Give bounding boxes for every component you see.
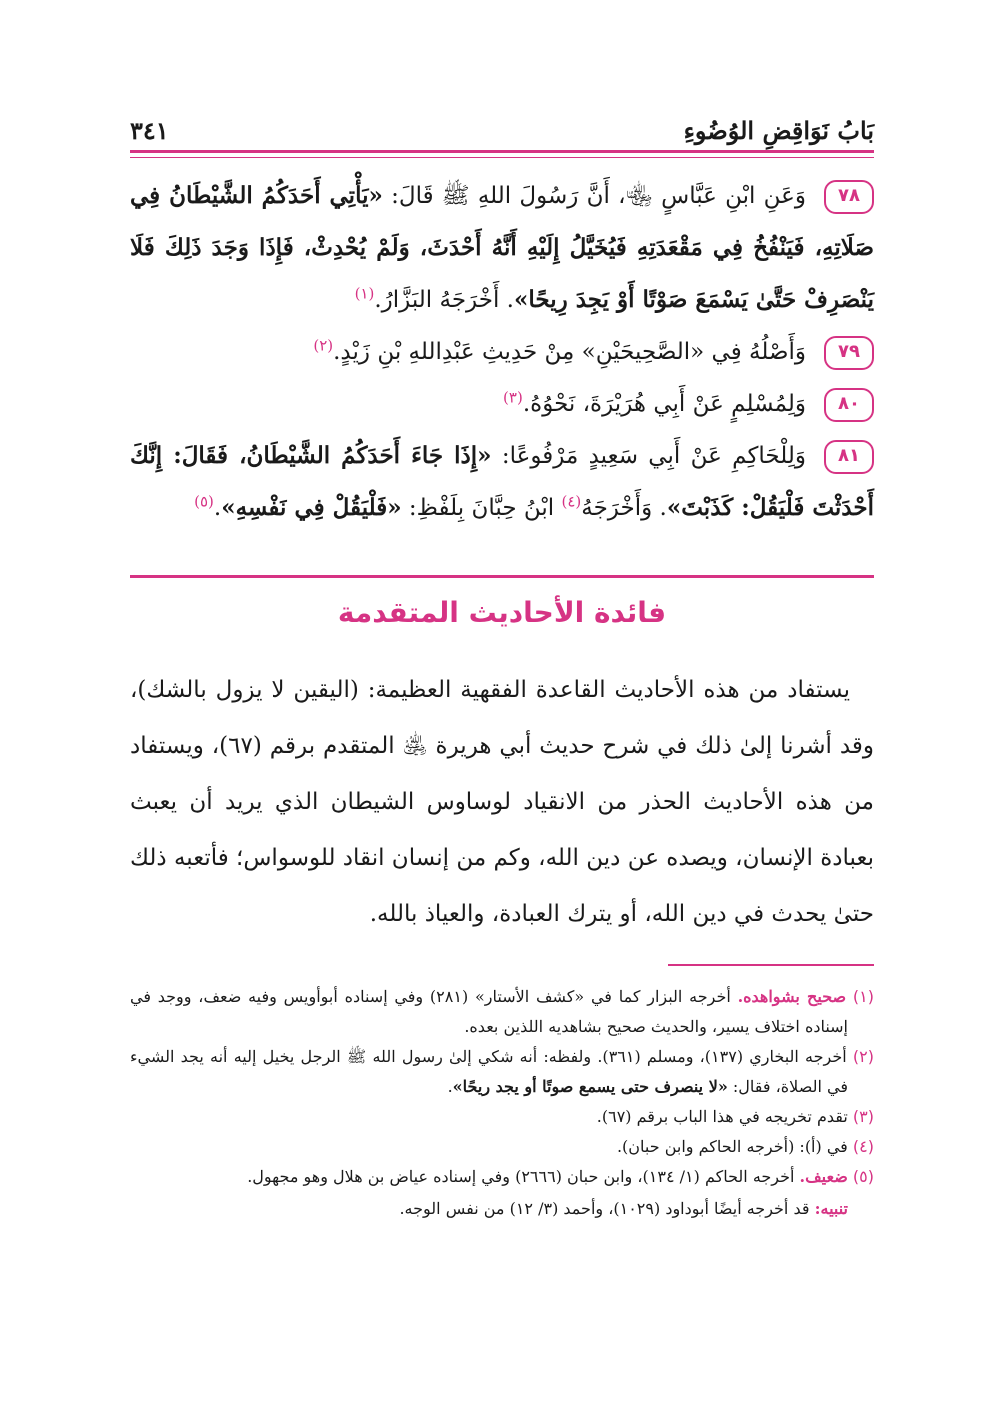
hadith-text: وَلِمُسْلِمٍ عَنْ أَبِي هُرَيْرَةَ، نَحْوُهُ. (522, 391, 806, 417)
footnote-separator (668, 964, 874, 966)
footnote-number: (١) (852, 987, 874, 1006)
chapter-title: بَابُ نَوَاقِضِ الوُضُوءِ (683, 116, 874, 145)
footnote-quote: «لا ينصرف حتى يسمع صوتًا أو يجد ريحًا» (452, 1077, 728, 1096)
page-header (130, 112, 874, 148)
hadith-79 (130, 326, 874, 378)
footnote-grade: ضعيف. (799, 1167, 848, 1186)
hadith-number-badge: ٧٩ (824, 336, 874, 370)
footnote-1 (130, 982, 874, 1042)
footnote-note (130, 1194, 874, 1224)
footnote-ref[interactable]: (١) (354, 284, 375, 303)
footnote-number: (٥) (852, 1167, 874, 1186)
hadith-80 (130, 378, 874, 430)
footnote-number: (٢) (852, 1047, 874, 1066)
footnote-ref[interactable]: (٤) (561, 492, 582, 511)
hadith-end: . (213, 495, 222, 521)
footnote-grade: صحيح بشواهده. (737, 987, 847, 1006)
page-number: ٣٤١ (130, 116, 169, 145)
footnote-ref[interactable]: (٣) (503, 388, 523, 407)
commentary-paragraph: يستفاد من هذه الأحاديث القاعدة الفقهية العظيمة: (اليقين لا يزول بالشك)، وقد أشرنا إلىٰ ذلك في شرح حديث أبي هريرة ﵁ المتقدم برقم (٦٧)، ويستفاد من هذه الأحاديث الحذر من الانقياد لوساوس الشيطان الذي يريد أن يعبث بعبادة الإنسان، ويصده عن دين الله، وكم من إنسان انقاد للوسواس؛ فأتعبه ذلك حتىٰ يحدث في دين الله، أو يترك العبادة، والعياذ بالله. (130, 677, 875, 927)
hadith-mid2: ابْنُ حِبَّانَ بِلَفْظِ: (401, 495, 562, 521)
footnote-5 (130, 1162, 874, 1192)
hadith-81 (130, 430, 874, 534)
footnote-3 (130, 1102, 874, 1132)
hadith-78 (130, 170, 874, 326)
hadith-number-badge: ٧٨ (824, 180, 874, 214)
header-rule-bottom (130, 157, 874, 158)
note-text: قد أخرجه أيضًا أبوداود (١٠٢٩)، وأحمد (٣/ ١٢) من نفس الوجه. (399, 1199, 815, 1218)
hadith-number-badge: ٨٠ (824, 388, 874, 422)
page (130, 0, 874, 1418)
section-rule (130, 575, 874, 578)
hadith-outro: . أَخْرَجَهُ البَزَّارُ. (374, 287, 514, 313)
footnote-text: أخرجه الحاكم (١/ ١٣٤)، وابن حبان (٢٦٦٦) وفي إسناده عياض بن هلال وهو مجهول. (247, 1167, 800, 1186)
section-title: فائدة الأحاديث المتقدمة (337, 596, 667, 629)
hadith-quote: «يَأْتِي أَحَدَكُمُ الشَّيْطَانُ فِي صَلَاتِهِ، فَيَنْفُخُ فِي مَقْعَدَتِهِ فَيُخَيَّلُ إِلَيْهِ أَنَّهُ أَحْدَثَ، وَلَمْ يُحْدِثْ، فَإِذَا وَجَدَ ذَلِكَ فَلَا يَنْصَرِفْ حَتَّىٰ يَسْمَعَ صَوْتًا أَوْ يَجِدَ رِيحًا» (130, 182, 874, 313)
footnote-ref[interactable]: (٥) (194, 492, 214, 511)
footnote-2 (130, 1042, 874, 1102)
footnote-number: (٤) (852, 1137, 874, 1156)
footnote-4 (130, 1132, 874, 1162)
hadith-number-badge: ٨١ (824, 440, 874, 474)
header-rule-top (130, 150, 874, 153)
footnote-text: تقدم تخريجه في هذا الباب برقم (٦٧). (596, 1107, 848, 1126)
hadith-mid: . وَأَخْرَجَهُ (581, 495, 667, 521)
hadith-intro: وَعَنِ ابْنِ عَبَّاسٍ ﵄، أَنَّ رَسُولَ اللهِ ﷺ قَالَ: (382, 183, 807, 209)
footnotes (130, 982, 874, 1224)
footnote-number: (٣) (852, 1107, 874, 1126)
hadith-quote-2: «فَلْيَقُلْ فِي نَفْسِهِ» (221, 494, 402, 521)
footnote-end: . (447, 1077, 453, 1096)
footnote-text: أخرجه البزار كما في «كشف الأستار» (٢٨١) وفي إسناده أبوأويس وفيه ضعف، ووجد في إسناده اختلاف يسير، والحديث صحيح بشاهديه اللذين بعده. (130, 987, 848, 1036)
hadith-intro: وَلِلْحَاكِمِ عَنْ أَبِي سَعِيدٍ مَرْفُوعًا: (491, 443, 806, 469)
footnote-text: في (أ): (أخرجه الحاكم وابن حبان). (616, 1137, 848, 1156)
hadith-text: وَأَصْلُهُ فِي «الصَّحِيحَيْنِ» مِنْ حَدِيثِ عَبْدِاللهِ بْنِ زَيْدٍ. (333, 339, 806, 365)
footnote-ref[interactable]: (٢) (313, 336, 334, 355)
hadith-block (130, 170, 874, 534)
footnote-text: أخرجه البخاري (١٣٧)، ومسلم (٣٦١). ولفظه: أنه شكي إلىٰ رسول الله ﷺ الرجل يخيل إليه أنه يجد الشيء في الصلاة، فقال: (130, 1047, 848, 1096)
hadith-quote: «إِذَا جَاءَ أَحَدَكُمُ الشَّيْطَانُ، فَقَالَ: إِنَّكَ أَحْدَثْتَ فَلْيَقُلْ: كَذَبْتَ» (130, 442, 874, 521)
note-label: تنبيه: (814, 1199, 848, 1218)
